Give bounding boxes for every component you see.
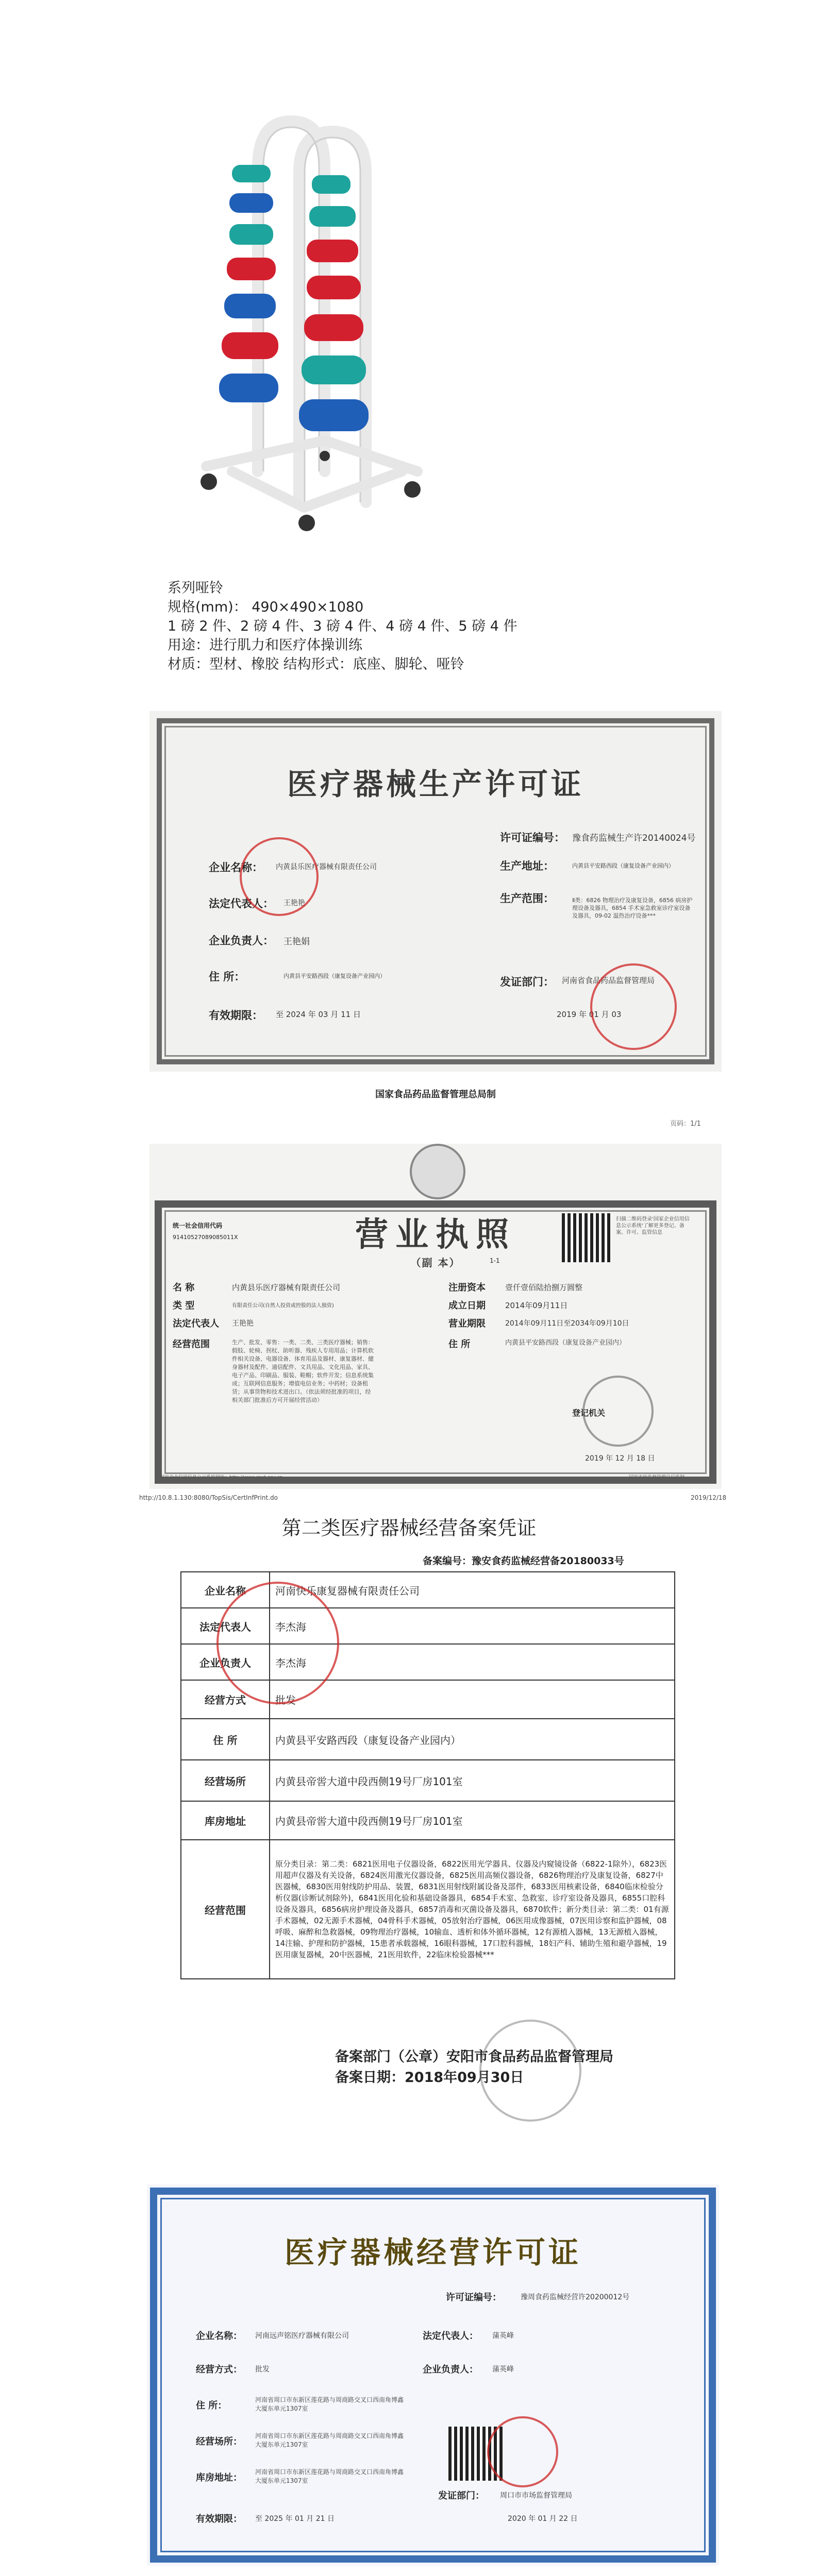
- record-company-seal: [216, 1582, 339, 1704]
- license-scope: 生产、批发、零售：一类、二类、三类医疗器械；销售：假肢、轮椅、拐杖、助听器、残疾人专用用品；计算机软件相关设备、电器设备、体育用品及器材、康复器材、健身器材及配件、通信配件、文具用品、文化用品、家具、电子产品、印刷品、服装、鞋帽；软件开发；信息系统集成；互联网信息服务；增值电信业务；中药材；设备租赁；从事货物和技术进出口。（依法须经批准的项目，经相关部门批准后方可开展经营活动）: [232, 1339, 374, 1403]
- license-capital: 壹仟壹佰陆拾捌万圆整: [505, 1283, 583, 1292]
- license-qr-hint: 扫描二维码登录'国家企业信用信息公示系统'了解更多登记、备案、许可、监管信息: [616, 1216, 690, 1235]
- license-term-label: 营业期限: [448, 1318, 486, 1329]
- cert2-valid-label: 有效期限：: [196, 2514, 242, 2524]
- issuer-seal: [590, 963, 677, 1050]
- product-size: 规格(mm)： 490×490×1080: [168, 599, 364, 615]
- operation-license: [147, 2184, 719, 2566]
- cert1-issue-date: 2019 年 01 月 03: [557, 1010, 622, 1019]
- cert1-scope: Ⅱ类：6826 物理治疗及康复设备，6856 病房护理设备及器具，6854 手术室急救室诊疗室设备及器具，09-02 温热治疗设备***: [572, 897, 693, 919]
- company-seal: [240, 837, 319, 916]
- cert1-license-no: 豫食药监械生产许20140024号: [572, 833, 696, 843]
- license-name-label: 名 称: [173, 1282, 195, 1293]
- product-material: 材质：型材、橡胶 结构形式：底座、脚轮、哑铃: [168, 656, 464, 672]
- cert1-title: 医疗器械生产许可证: [287, 767, 584, 802]
- cert2-premises-label: 经营场所：: [196, 2436, 242, 2447]
- cert2-address: 河南省周口市东新区莲花路与周商路交叉口西南角博鑫大厦东单元1307室: [255, 2396, 404, 2412]
- cert2-license-no-label: 许可证编号：: [446, 2292, 502, 2303]
- license-founded: 2014年09月11日: [505, 1301, 568, 1310]
- license-rep-label: 法定代表人: [173, 1318, 219, 1329]
- license-name: 内黄县乐医疗器械有限责任公司: [232, 1283, 341, 1292]
- cert1-legal: 王艳艳: [283, 899, 305, 907]
- cert2-valid: 至 2025 年 01 月 21 日: [255, 2515, 335, 2523]
- record-dept: 备案部门（公章）安阳市食品药品监督管理局: [335, 2049, 613, 2065]
- license-footer-right: 国家市场监督管理总局监制: [629, 1475, 685, 1480]
- cert2-legal: 蒲英峰: [492, 2332, 514, 2340]
- cert2-address-label: 住 所：: [196, 2400, 227, 2411]
- cert1-principal-label: 企业负责人：: [209, 935, 274, 947]
- product-series: 系列哑铃: [168, 580, 223, 596]
- cert2-principal: 蒲英峰: [492, 2365, 514, 2374]
- cert1-footer: 国家食品药品监督管理总局制: [375, 1089, 496, 1100]
- cert2-company: 河南远声铭医疗器械有限公司: [255, 2332, 349, 2340]
- cert2-premises: 河南省周口市东新区莲花路与周商路交叉口西南角博鑫大厦东单元1307室: [255, 2432, 404, 2448]
- record-date: 备案日期：2018年09月30日: [335, 2070, 524, 2086]
- cert2-principal-label: 企业负责人：: [423, 2364, 478, 2375]
- production-license: [149, 711, 722, 1072]
- cert2-issuer-label: 发证部门：: [438, 2490, 485, 2501]
- license-print-url: http://10.8.1.130:8080/TopSis/CertInfPrint.do: [139, 1494, 278, 1501]
- cert2-company-label: 企业名称：: [196, 2331, 242, 2342]
- cert2-issuer: 周口市市场监督管理局: [500, 2492, 572, 2500]
- license-copy-no: 1-1: [490, 1257, 500, 1264]
- license-footer-note: 国家企业信用信息公示系统网址：http://www.gsxt.gov.cn: [160, 1475, 283, 1480]
- license-addr-label: 住 所: [448, 1339, 471, 1350]
- product-weights: 1 磅 2 件、2 磅 4 件、3 磅 4 件、4 磅 4 件、5 磅 4 件: [168, 618, 517, 634]
- cert1-valid-label: 有效期限：: [209, 1009, 263, 1022]
- cert1-scope-label: 生产范围：: [500, 892, 554, 905]
- cert1-prod-address: 内黄县平安路西段（康复设备产业园内）: [572, 862, 674, 869]
- cert2-warehouse-label: 库房地址：: [196, 2472, 242, 2483]
- license-type: 有限责任公司(自然人投资或控股的法人独资): [232, 1303, 334, 1309]
- license-rep: 王艳艳: [232, 1319, 254, 1328]
- cert1-issuer-label: 发证部门：: [500, 976, 554, 988]
- license-scope-label: 经营范围: [173, 1339, 210, 1350]
- table-row: 经营场所 内黄县帝喾大道中段西侧19号厂房101室: [181, 1760, 675, 1801]
- cert2-mode-label: 经营方式：: [196, 2364, 242, 2375]
- cert2-mode: 批发: [255, 2365, 270, 2374]
- table-row: 库房地址 内黄县帝喾大道中段西侧19号厂房101室: [181, 1801, 675, 1840]
- cert1-page-mark: 页码：1/1: [670, 1120, 701, 1128]
- product-usage: 用途：进行肌力和医疗体操训练: [168, 637, 362, 653]
- license-addr: 内黄县平安路西段（康复设备产业园内）: [505, 1339, 626, 1347]
- cert1-valid: 至 2024 年 03 月 11 日: [276, 1010, 361, 1019]
- license-credit-no: 91410527089085011X: [173, 1234, 238, 1241]
- emblem-icon: [410, 1144, 465, 1199]
- record-no: 备案编号：豫安食药监械经营备20180033号: [423, 1555, 624, 1567]
- license-subtitle: （副 本）: [410, 1257, 461, 1269]
- cert2-warehouse: 河南省周口市东新区莲花路与周商路交叉口西南角博鑫大厦东单元1307室: [255, 2468, 404, 2484]
- cert1-principal: 王艳娟: [283, 937, 310, 947]
- record-dept-seal: [479, 2020, 581, 2122]
- table-row: 法定代表人 李杰海: [181, 1608, 675, 1644]
- dumbbell-rack-photo: [170, 111, 459, 544]
- cert1-license-no-label: 许可证编号：: [500, 832, 565, 844]
- license-capital-label: 注册资本: [448, 1282, 486, 1293]
- table-row: 经营方式 批发: [181, 1680, 675, 1719]
- license-reg-date: 2019 年 12 月 18 日: [585, 1454, 655, 1463]
- license-title: 营业执照: [355, 1215, 516, 1254]
- license-print-date: 2019/12/18: [691, 1494, 727, 1501]
- cert2-title: 医疗器械经营许可证: [284, 2235, 581, 2270]
- cert1-address-label: 住 所：: [209, 971, 245, 983]
- license-credit-label: 统一社会信用代码: [173, 1222, 223, 1229]
- table-row: 经营范围 原分类目录：第二类：6821医用电子仪器设备，6822医用光学器具、仪器及内窥镜设备（6822-1除外），6823医用超声仪器及有关设备，6824医用激光仪器设备，6825医用高频仪器设备，6826物理治疗及康复设备，6827中医器械，6830医用射线防护用品、装置，6831医用射线附属设备及部件，6833医用核素设备，6840临床检验分析仪器(诊断试剂除外)，6841医用化验和基础设备器具，6854手术室、急救室、诊疗室设备及器具，6855口腔科设备及器具，6856病房护理设备及器具，6857消毒和灭菌设备及器具，6870软件；新分类目录：第二类：01有源手术器械，02无源手术器械，04骨科手术器械，05放射治疗器械，06医用成像器械，07医用诊察和监护器械，08呼吸、麻醉和急救器械，09物理治疗器械，10输血、透析和体外循环器械，12有源植入器械，13无源植入器械，14注输、护理和防护器械，15患者承载器械，16眼科器械，17口腔科器械，18妇产科、辅助生殖和避孕器械，19医用康复器械，20中医器械，21医用软件，22临床检验器械***: [181, 1840, 675, 1979]
- cert2-license-no: 豫周食药监械经营许20200012号: [521, 2293, 630, 2301]
- license-founded-label: 成立日期: [448, 1300, 486, 1311]
- license-type-label: 类 型: [173, 1300, 195, 1311]
- record-heading: 第二类医疗器械经营备案凭证: [281, 1517, 537, 1539]
- cert1-company: 内黄县乐医疗器械有限责任公司: [276, 863, 377, 871]
- cert1-legal-label: 法定代表人：: [209, 897, 274, 910]
- registration-seal: [582, 1376, 654, 1447]
- table-row: 企业负责人 李杰海: [181, 1644, 675, 1680]
- dumbbells-right: [299, 175, 369, 431]
- cert2-seal: [487, 2416, 558, 2487]
- cert1-company-label: 企业名称：: [209, 861, 263, 874]
- cert1-address: 内黄县平安路西段（康复设备产业园内）: [283, 973, 386, 979]
- qr-code-icon: [562, 1213, 611, 1262]
- dumbbells-left: [219, 165, 278, 402]
- license-reg-label: 登记机关: [572, 1408, 606, 1418]
- business-license: [149, 1144, 722, 1489]
- cert2-issue-date: 2020 年 01 月 22 日: [508, 2515, 578, 2523]
- cert2-legal-label: 法定代表人：: [423, 2331, 478, 2342]
- license-term: 2014年09月11日至2034年09月10日: [505, 1319, 629, 1328]
- table-row: 企业名称 河南快乐康复器械有限责任公司: [181, 1572, 675, 1608]
- table-row: 住 所 内黄县平安路西段（康复设备产业园内）: [181, 1719, 675, 1760]
- cert1-issuer: 河南省食品药品监督管理局: [562, 976, 655, 985]
- cert1-prod-address-label: 生产地址：: [500, 860, 554, 872]
